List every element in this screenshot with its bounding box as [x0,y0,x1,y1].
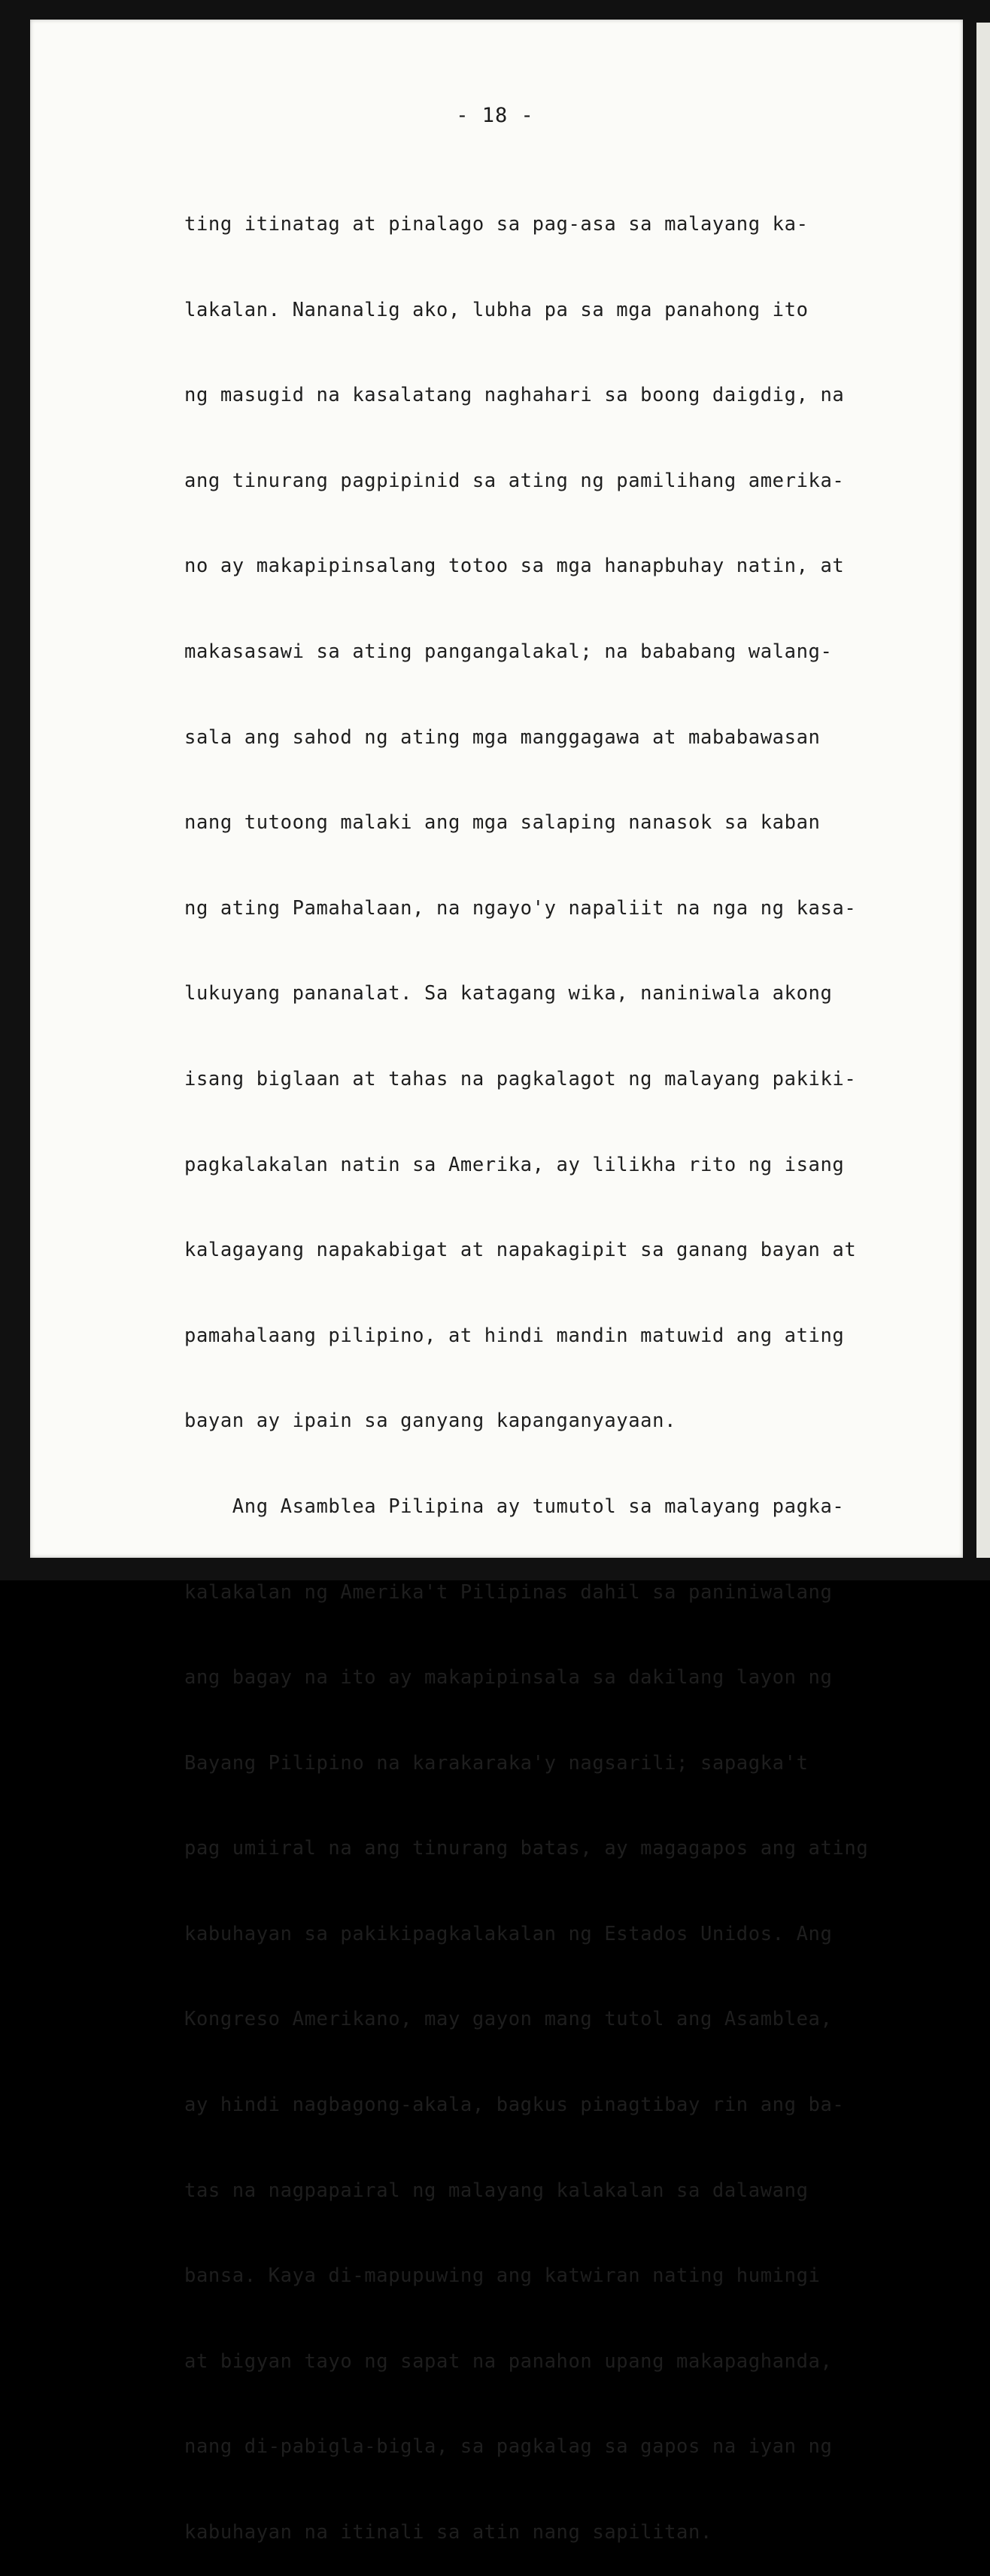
text-line: no ay makapipinsalang totoo sa mga hanapbuhay natin, at [184,555,845,578]
text-line: isang biglaan at tahas na pagkalagot ng malayang pakiki- [184,1067,857,1090]
text-line: at bigyan tayo ng sapat na panahon upang makapaghanda, [184,2349,833,2373]
text-line: ting itinatag at pinalago sa pag-asa sa malayang ka- [184,213,809,236]
text-line: kalakalan ng Amerika't Pilipinas dahil sa paniniwalang [184,1580,833,1604]
text-line: lukuyang pananalat. Sa katagang wika, naniniwala akong [184,982,833,1005]
text-line: pagkalakalan natin sa Amerika, ay lilikha rito ng isang [184,1153,845,1176]
text-line: nang di-pabigla-bigla, sa pagkalag sa gapos na iyan ng [184,2435,833,2459]
page-edge [976,23,990,1558]
text-line: pamahalaang pilipino, at hindi mandin matuwid ang ating [184,1324,845,1347]
page-number: - 18 - [456,104,534,127]
text-line: nang tutoong malaki ang mga salaping nanasok sa kaban [184,811,821,835]
text-line: tas na nagpapairal ng malayang kalakalan sa dalawang [184,2179,809,2202]
text-line: ang tinurang pagpipinid sa ating ng pamilihang amerika- [184,469,845,492]
text-line: kabuhayan na itinali sa atin nang sapilitan. [184,2521,712,2544]
text-line: Bayang Pilipino na karakaraka'y nagsarili; sapagka't [184,1751,809,1775]
text-line: ng masugid na kasalatang naghahari sa boong daigdig, na [184,384,845,407]
text-line: ang bagay na ito ay makapipinsala sa dakilang layon ng [184,1666,833,1689]
text-line: pag umiiral na ang tinurang batas, ay magagapos ang ating [184,1837,869,1860]
text-line: sala ang sahod ng ating mga manggagawa at mababawasan [184,725,821,749]
text-line: bayan ay ipain sa ganyang kapanganyayaan. [184,1410,677,1433]
body-text [184,160,869,2576]
text-line: Kongreso Amerikano, may gayon mang tutol ang Asamblea, [184,2008,833,2031]
text-line: kabuhayan sa pakikipagkalakalan ng Estados Unidos. Ang [184,1922,833,1945]
text-line: ay hindi nagbagong-akala, bagkus pinagtibay rin ang ba- [184,2094,845,2117]
text-line: makasasawi sa ating pangangalakal; na bababang walang- [184,640,833,663]
text-line: kalagayang napakabigat at napakagipit sa ganang bayan at [184,1239,857,1262]
text-line: bansa. Kaya di-mapupuwing ang katwiran nating humingi [184,2264,821,2288]
text-line: lakalan. Nananalig ako, lubha pa sa mga panahong ito [184,298,809,321]
text-line: Ang Asamblea Pilipina ay tumutol sa malayang pagka- [184,1495,845,1518]
text-line: ng ating Pamahalaan, na ngayo'y napaliit na nga ng kasa- [184,896,857,920]
